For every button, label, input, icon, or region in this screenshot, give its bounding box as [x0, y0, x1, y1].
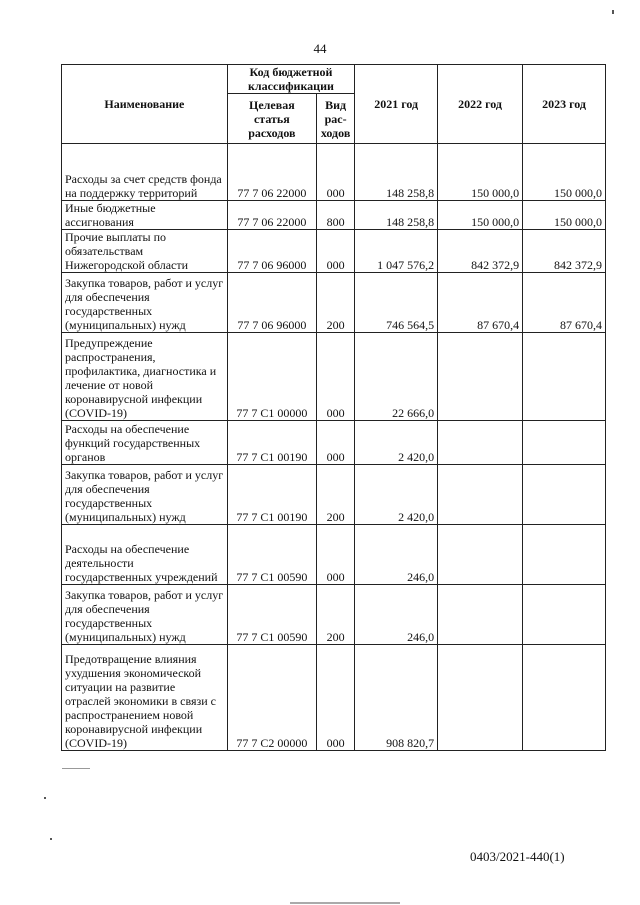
row-2021-value-cell: 246,0: [355, 585, 438, 645]
row-2021-value-cell: 22 666,0: [355, 333, 438, 421]
row-name-cell: Расходы на обеспечение деятельности государственных учреждений: [62, 525, 228, 585]
row-2022-value-cell: [438, 525, 523, 585]
row-2022-value-cell: [438, 421, 523, 465]
row-2021-value-cell: 148 258,8: [355, 201, 438, 230]
header-year-2021: 2021 год: [355, 65, 438, 144]
row-expense-type-cell: 000: [316, 144, 354, 201]
row-name-cell: Расходы на обеспечение функций государственных органов: [62, 421, 228, 465]
row-2022-value-cell: [438, 585, 523, 645]
row-expense-type-cell: 000: [316, 333, 354, 421]
row-2021-value-cell: 246,0: [355, 525, 438, 585]
row-2023-value-cell: 150 000,0: [523, 201, 606, 230]
row-name-cell: Закупка товаров, работ и услуг для обеспечения государственных (муниципальных) нужд: [62, 585, 228, 645]
row-target-code-cell: 77 7 06 22000: [227, 144, 316, 201]
row-expense-type-cell: 800: [316, 201, 354, 230]
row-2022-value-cell: 150 000,0: [438, 144, 523, 201]
table-row: [62, 201, 606, 230]
row-2021-value-cell: 1 047 576,2: [355, 230, 438, 273]
row-target-code-cell: 77 7 C1 00590: [227, 585, 316, 645]
header-code-group: Код бюджетной классификации: [227, 65, 354, 94]
header-expense-type: Вид рас-ходов: [316, 94, 354, 144]
row-target-code-cell: 77 7 06 96000: [227, 230, 316, 273]
header-year-2022: 2022 год: [438, 65, 523, 144]
row-2023-value-cell: [523, 465, 606, 525]
table-row: [62, 273, 606, 333]
scan-mark: [290, 902, 400, 904]
header-target-item: Целевая статья расходов: [227, 94, 316, 144]
row-name-cell: Предупреждение распространения, профилактика, диагностика и лечение от новой коронавирусной инфекции (COVID-19): [62, 333, 228, 421]
table-row: [62, 645, 606, 751]
row-2022-value-cell: 842 372,9: [438, 230, 523, 273]
row-expense-type-cell: 000: [316, 645, 354, 751]
row-2021-value-cell: 148 258,8: [355, 144, 438, 201]
row-expense-type-cell: 000: [316, 421, 354, 465]
row-2023-value-cell: [523, 645, 606, 751]
row-2023-value-cell: [523, 421, 606, 465]
header-name: Наименование: [62, 65, 228, 144]
table-row: [62, 421, 606, 465]
row-2022-value-cell: [438, 333, 523, 421]
row-target-code-cell: 77 7 C1 00000: [227, 333, 316, 421]
row-name-cell: Иные бюджетные ассигнования: [62, 201, 228, 230]
row-expense-type-cell: 200: [316, 465, 354, 525]
row-target-code-cell: 77 7 06 96000: [227, 273, 316, 333]
row-2023-value-cell: [523, 525, 606, 585]
row-2023-value-cell: 842 372,9: [523, 230, 606, 273]
row-name-cell: Прочие выплаты по обязательствам Нижегородской области: [62, 230, 228, 273]
scan-mark: [50, 838, 52, 840]
row-target-code-cell: 77 7 C1 00190: [227, 421, 316, 465]
row-name-cell: Расходы за счет средств фонда на поддержку территорий: [62, 144, 228, 201]
row-2022-value-cell: [438, 465, 523, 525]
row-2023-value-cell: 87 670,4: [523, 273, 606, 333]
row-2021-value-cell: 746 564,5: [355, 273, 438, 333]
scan-mark: [612, 10, 614, 14]
row-expense-type-cell: 200: [316, 273, 354, 333]
row-2023-value-cell: [523, 585, 606, 645]
row-name-cell: Закупка товаров, работ и услуг для обеспечения государственных (муниципальных) нужд: [62, 465, 228, 525]
table-row: [62, 333, 606, 421]
row-expense-type-cell: 000: [316, 525, 354, 585]
row-2021-value-cell: 2 420,0: [355, 465, 438, 525]
row-target-code-cell: 77 7 06 22000: [227, 201, 316, 230]
scan-mark: [62, 768, 90, 769]
row-expense-type-cell: 000: [316, 230, 354, 273]
row-2021-value-cell: 908 820,7: [355, 645, 438, 751]
table-row: [62, 230, 606, 273]
document-number: 0403/2021-440(1): [470, 849, 565, 864]
row-target-code-cell: 77 7 C1 00590: [227, 525, 316, 585]
table-row: [62, 585, 606, 645]
row-2021-value-cell: 2 420,0: [355, 421, 438, 465]
scan-mark: [44, 797, 46, 799]
table-row: [62, 525, 606, 585]
row-expense-type-cell: 200: [316, 585, 354, 645]
budget-table: [61, 64, 606, 751]
header-year-2023: 2023 год: [523, 65, 606, 144]
page-number: 44: [313, 41, 327, 56]
row-name-cell: Закупка товаров, работ и услуг для обеспечения государственных (муниципальных) нужд: [62, 273, 228, 333]
row-2022-value-cell: 87 670,4: [438, 273, 523, 333]
row-2022-value-cell: [438, 645, 523, 751]
row-name-cell: Предотвращение влияния ухудшения экономической ситуации на развитие отраслей экономики в связи с распространением новой коронавирусной инфекции (COVID-19): [62, 645, 228, 751]
table-row: [62, 144, 606, 201]
row-target-code-cell: 77 7 C1 00190: [227, 465, 316, 525]
row-target-code-cell: 77 7 C2 00000: [227, 645, 316, 751]
row-2023-value-cell: [523, 333, 606, 421]
row-2022-value-cell: 150 000,0: [438, 201, 523, 230]
table-row: [62, 465, 606, 525]
row-2023-value-cell: 150 000,0: [523, 144, 606, 201]
